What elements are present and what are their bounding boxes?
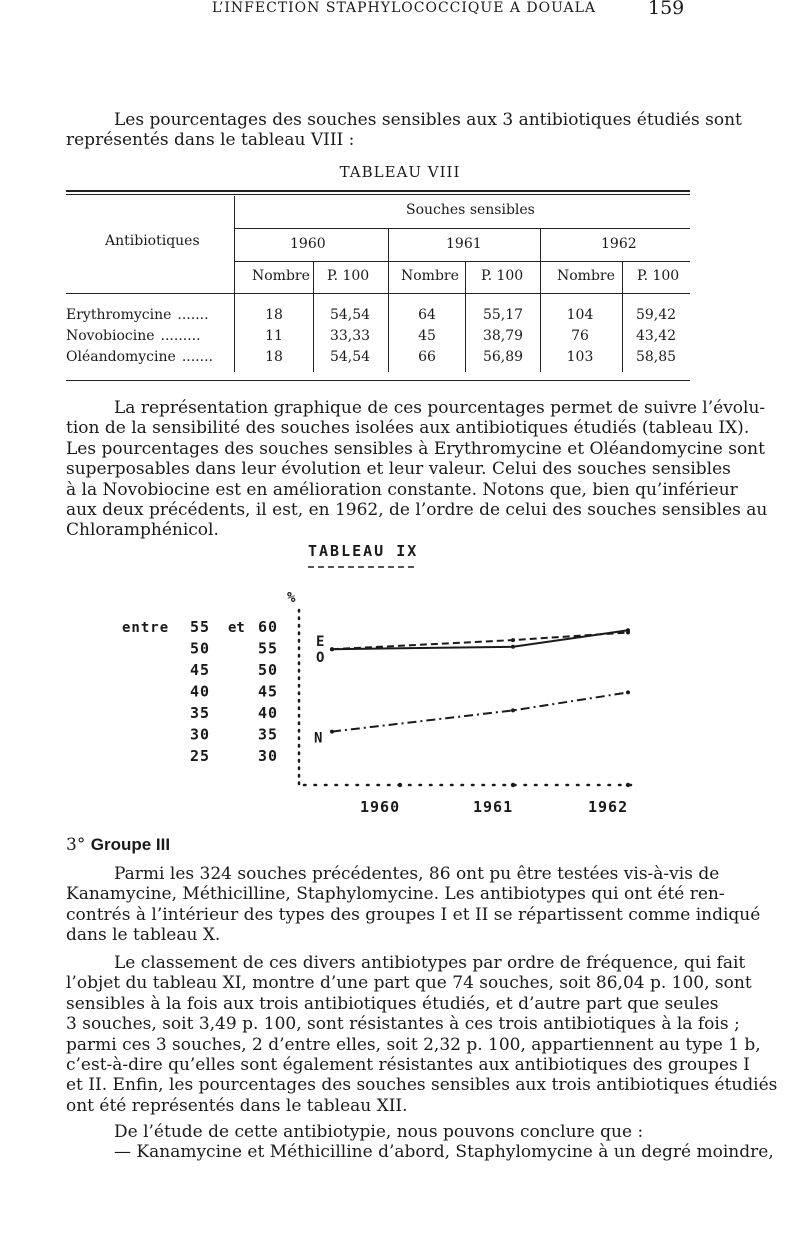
- text-line: représentés dans le tableau VIII :: [66, 130, 355, 151]
- stub-divider: [234, 196, 235, 372]
- data-point-n: [626, 690, 630, 694]
- year-header: 1960: [290, 236, 326, 252]
- series-label-e: E: [316, 634, 325, 651]
- x-tick-mark: [626, 783, 630, 787]
- y-range-low: 25: [190, 747, 211, 765]
- paragraph-classement: [66, 953, 778, 1116]
- text-line: ont été représentés dans le tableau XII.: [66, 1095, 408, 1116]
- text-line: contrés à l’intérieur des types des groupes I et II se répartissent comme indiqué: [66, 904, 761, 925]
- text-line: aux deux précédents, il est, en 1962, de l’ordre de celui des souches sensibles au: [66, 500, 768, 521]
- text-line: parmi ces 3 souches, 2 d’entre elles, soit 2,32 p. 100, appartiennent au type 1 b,: [66, 1034, 761, 1055]
- table-cell: 45: [418, 328, 436, 344]
- table8-caption: TABLEAU VIII: [339, 163, 461, 181]
- series-label-n: N: [314, 730, 323, 747]
- table-cell: 56,89: [482, 349, 524, 365]
- x-tick-label: 1960: [360, 798, 401, 816]
- table-cell: 64: [418, 307, 436, 323]
- sub-divider: [465, 262, 466, 372]
- subheader-nombre: Nombre: [401, 268, 459, 284]
- table-top-rule-thin: [66, 194, 690, 195]
- section-number: 3°: [66, 835, 86, 855]
- sub-divider: [622, 262, 623, 372]
- data-point-o: [511, 638, 515, 642]
- table-cell: 59,42: [635, 307, 677, 323]
- paragraph-graph-intro: [66, 398, 768, 541]
- text-line: c’est-à-dire qu’elles sont également résistantes aux antibiotiques des groupes I: [66, 1055, 750, 1076]
- text-line: 3 souches, soit 3,49 p. 100, sont résistantes à ces trois antibiotiques à la fois ;: [66, 1014, 740, 1035]
- subheader-nombre: Nombre: [557, 268, 615, 284]
- text-line: Les pourcentages des souches sensibles à Erythromycine et Oléandomycine sont: [66, 438, 765, 459]
- table-bottom-rule: [66, 380, 690, 381]
- subheader-nombre: Nombre: [252, 268, 310, 284]
- data-point-e: [511, 645, 515, 649]
- text-line: sensibles à la fois aux trois antibiotiques étudiés, et d’autre part que seules: [66, 993, 719, 1014]
- text-line: dans le tableau X.: [66, 925, 221, 946]
- y-range-high: 60: [258, 618, 279, 636]
- series-line-n: [332, 692, 628, 731]
- y-range-low: 40: [190, 682, 211, 701]
- antibiotic-name: Novobiocine: [66, 328, 155, 344]
- table-cell: 58,85: [635, 349, 677, 365]
- text-line: tion de la sensibilité des souches isolées aux antibiotiques étudiés (tableau IX).: [66, 418, 750, 439]
- y-range-high: 35: [258, 725, 279, 744]
- antibiotic-name: Erythromycine: [66, 307, 172, 323]
- tableau-ix-chart: [0, 530, 800, 820]
- row-label: [66, 349, 213, 365]
- y-range-low: 35: [190, 704, 211, 722]
- table-cell: 54,54: [329, 349, 371, 365]
- running-head: [0, 0, 800, 24]
- y-range-low: 45: [190, 661, 211, 679]
- table-cell: 103: [566, 349, 594, 365]
- year-divider: [388, 229, 389, 372]
- paragraph-conclusion: [66, 1122, 774, 1163]
- x-tick-mark: [511, 783, 515, 787]
- y-range-high: 40: [258, 704, 279, 722]
- data-point-n: [330, 730, 334, 734]
- table-cell: 66: [418, 349, 436, 365]
- section-title: Groupe III: [90, 835, 171, 854]
- text-line: Parmi les 324 souches précédentes, 86 ont pu être testées vis-à-vis de: [114, 864, 720, 884]
- y-range-high: 30: [258, 747, 279, 765]
- y-range-low: 55: [190, 618, 211, 636]
- running-title: L’INFECTION STAPHYLOCOCCIQUE A DOUALA: [212, 0, 597, 16]
- table-cell: 33,33: [329, 328, 371, 344]
- data-point-n: [511, 708, 515, 712]
- text-line: superposables dans leur évolution et leur valeur. Celui des souches sensibles: [66, 459, 731, 480]
- text-line: Chloramphénicol.: [66, 520, 219, 541]
- series-label-o: O: [316, 650, 325, 667]
- row-label: [66, 328, 201, 344]
- row-label: [66, 307, 209, 323]
- text-line: et II. Enfin, les pourcentages des souches sensibles aux trois antibiotiques étudiés: [66, 1075, 778, 1096]
- text-line: l’objet du tableau XI, montre d’une part que 74 souches, soit 86,04 p. 100, sont: [66, 973, 752, 994]
- text-line: Les pourcentages des souches sensibles aux 3 antibiotiques étudiés sont: [114, 110, 742, 130]
- chart-title: TABLEAU IX: [308, 542, 419, 560]
- table-cell: 11: [265, 328, 283, 344]
- subheader-p100: P. 100: [327, 268, 370, 284]
- table-cell: 18: [265, 307, 283, 323]
- y-range-low: 50: [190, 639, 211, 658]
- y-range-high: 50: [258, 661, 279, 679]
- y-unit-label: %: [287, 590, 296, 606]
- header-bottom-rule: [66, 293, 690, 294]
- stub-header: Antibiotiques: [105, 233, 200, 249]
- y-range-high: 55: [258, 639, 279, 658]
- text-line: La représentation graphique de ces pourcentages permet de suivre l’évolu-: [114, 398, 766, 418]
- paragraph-groupe-iii: [66, 864, 761, 946]
- y-range-joiner: et: [228, 620, 245, 636]
- intro-paragraph: [66, 110, 742, 151]
- table-top-rule: [66, 190, 690, 192]
- text-line: Le classement de ces divers antibiotypes par ordre de fréquence, qui fait: [114, 953, 746, 973]
- y-range-prefix: entre: [122, 620, 170, 636]
- x-tick-label: 1962: [588, 798, 629, 816]
- antibiotic-name: Oléandomycine: [66, 349, 176, 365]
- y-range-low: 30: [190, 725, 211, 744]
- text-line: — Kanamycine et Méthicilline d’abord, Staphylomycine à un degré moindre,: [114, 1142, 774, 1163]
- page-number: 159: [648, 0, 685, 19]
- section-heading: [66, 835, 170, 855]
- leader-dots: .........: [160, 328, 201, 344]
- subheader-p100: P. 100: [481, 268, 524, 284]
- y-range-high: 45: [258, 682, 279, 701]
- text-line: De l’étude de cette antibiotypie, nous pouvons conclure que :: [114, 1122, 644, 1142]
- x-tick-label: 1961: [473, 798, 514, 816]
- year-header: 1961: [446, 236, 482, 252]
- table-cell: 55,17: [482, 307, 524, 323]
- group-header: Souches sensibles: [406, 202, 535, 218]
- text-line: à la Novobiocine est en amélioration constante. Notons que, bien qu’inférieur: [66, 479, 738, 500]
- x-tick-mark: [398, 783, 402, 787]
- table-cell: 43,42: [635, 328, 677, 344]
- table-cell: 76: [571, 328, 589, 344]
- table-cell: 18: [265, 349, 283, 365]
- text-line: Kanamycine, Méthicilline, Staphylomycine. Les antibiotypes qui ont été ren-: [66, 884, 725, 905]
- group-rule: [234, 228, 690, 229]
- data-point-o: [330, 647, 334, 651]
- table-cell: 38,79: [482, 328, 524, 344]
- leader-dots: .......: [181, 349, 213, 365]
- table-cell: 104: [566, 307, 594, 323]
- leader-dots: .......: [177, 307, 209, 323]
- sub-divider: [313, 262, 314, 372]
- year-header: 1962: [601, 236, 637, 252]
- subheader-p100: P. 100: [637, 268, 680, 284]
- year-divider: [540, 229, 541, 372]
- table-cell: 54,54: [329, 307, 371, 323]
- data-point-o: [626, 630, 630, 634]
